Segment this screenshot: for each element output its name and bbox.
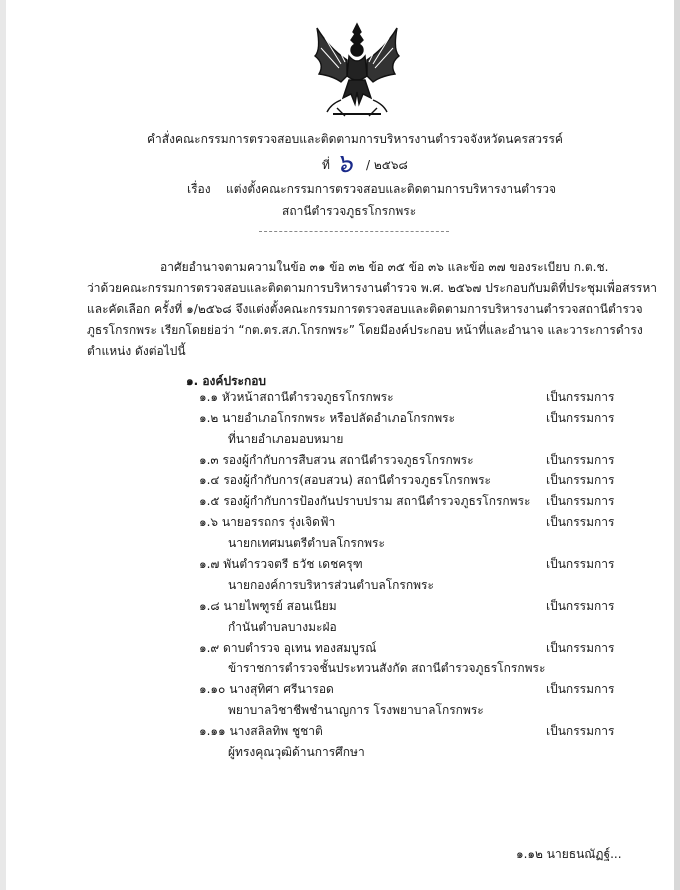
preamble-line: ภูธรโกรกพระ เรียกโดยย่อว่า “กต.ตร.สภ.โกรกพระ” โดยมีองค์ประกอบ หน้าที่และอำนาจ และวาระการดำรง: [87, 323, 643, 337]
member-role: เป็นกรรมการ: [546, 515, 615, 529]
order-number-prefix: ที่: [322, 158, 330, 172]
member-role: เป็นกรรมการ: [546, 557, 615, 571]
member-item: ๑.๕ รองผู้กำกับการป้องกันปราบปราม สถานีตำรวจภูธรโกรกพระ: [199, 494, 531, 508]
page-edge-left: [0, 0, 6, 890]
member-subtitle: นายกเทศมนตรีตำบลโกรกพระ: [228, 536, 385, 550]
member-role: เป็นกรรมการ: [546, 599, 615, 613]
member-subtitle: พยาบาลวิชาชีพชำนาญการ โรงพยาบาลโกรกพระ: [228, 703, 484, 717]
preamble-line: และคัดเลือก ครั้งที่ ๑/๒๕๖๘ จึงแต่งตั้งคณะกรรมการตรวจสอบและติดตามการบริหารงานตำรวจสถานีตำรวจ: [87, 302, 643, 316]
member-role: เป็นกรรมการ: [546, 473, 615, 487]
page-edge-right: [674, 0, 680, 890]
member-subtitle: ผู้ทรงคุณวุฒิด้านการศึกษา: [228, 745, 365, 759]
member-subtitle: ที่นายอำเภอมอบหมาย: [228, 432, 344, 446]
page-continuation: ๑.๑๒ นายธนณัฏฐ์...: [516, 847, 622, 861]
member-subtitle: นายกองค์การบริหารส่วนตำบลโกรกพระ: [228, 578, 434, 592]
preamble-line: ว่าด้วยคณะกรรมการตรวจสอบและติดตามการบริหารงานตำรวจ พ.ศ. ๒๕๖๗ ประกอบกับมติที่ประชุมเพื่อสรรหา: [87, 281, 657, 295]
order-number-year: / ๒๕๖๘: [366, 158, 408, 172]
member-item: ๑.๙ ดาบตำรวจ อุเทน ทองสมบูรณ์: [199, 641, 377, 655]
member-item: ๑.๖ นายอรรถกร รุ่งเจิดฟ้า: [199, 515, 336, 529]
preamble-line: ตำแหน่ง ดังต่อไปนี้: [87, 344, 186, 358]
member-subtitle: ข้าราชการตำรวจชั้นประทวนสังกัด สถานีตำรวจภูธรโกรกพระ: [228, 661, 546, 675]
member-role: เป็นกรรมการ: [546, 390, 615, 404]
section-title: ๑. องค์ประกอบ: [186, 374, 267, 388]
member-item: ๑.๗ พันตำรวจตรี ธวัช เดชครุฑ: [199, 557, 363, 571]
member-subtitle: กำนันตำบลบางมะฝ่อ: [228, 620, 337, 634]
member-role: เป็นกรรมการ: [546, 641, 615, 655]
member-item: ๑.๑๐ นางสุทิศา ศรีนารอด: [199, 682, 334, 696]
subject-line-2: สถานีตำรวจภูธรโกรกพระ: [282, 204, 417, 218]
garuda-emblem-icon: [311, 20, 403, 120]
member-role: เป็นกรรมการ: [546, 682, 615, 696]
header-divider: [259, 231, 449, 232]
member-item: ๑.๑ หัวหน้าสถานีตำรวจภูธรโกรกพระ: [199, 390, 394, 404]
subject-label: เรื่อง: [187, 182, 211, 196]
member-item: ๑.๓ รองผู้กำกับการสืบสวน สถานีตำรวจภูธรโกรกพระ: [199, 453, 474, 467]
member-role: เป็นกรรมการ: [546, 494, 615, 508]
member-role: เป็นกรรมการ: [546, 453, 615, 467]
subject-line-1: แต่งตั้งคณะกรรมการตรวจสอบและติดตามการบริหารงานตำรวจ: [226, 182, 557, 196]
preamble-paragraph: [87, 257, 657, 362]
member-item: ๑.๔ รองผู้กำกับการ(สอบสวน) สถานีตำรวจภูธรโกรกพระ: [199, 473, 491, 487]
member-role: เป็นกรรมการ: [546, 724, 615, 738]
member-role: เป็นกรรมการ: [546, 411, 615, 425]
order-title: คำสั่งคณะกรรมการตรวจสอบและติดตามการบริหารงานตำรวจจังหวัดนครสวรรค์: [147, 132, 563, 146]
preamble-line: อาศัยอำนาจตามความในข้อ ๓๑ ข้อ ๓๒ ข้อ ๓๕ ข้อ ๓๖ และข้อ ๓๗ ของระเบียบ ก.ต.ช.: [160, 260, 609, 274]
member-item: ๑.๒ นายอำเภอโกรกพระ หรือปลัดอำเภอโกรกพระ: [199, 411, 456, 425]
order-number-handwritten: ๖: [336, 149, 353, 179]
member-item: ๑.๑๑ นางสลิลทิพ ชูชาติ: [199, 724, 323, 738]
member-item: ๑.๘ นายไพฑูรย์ สอนเนียม: [199, 599, 337, 613]
